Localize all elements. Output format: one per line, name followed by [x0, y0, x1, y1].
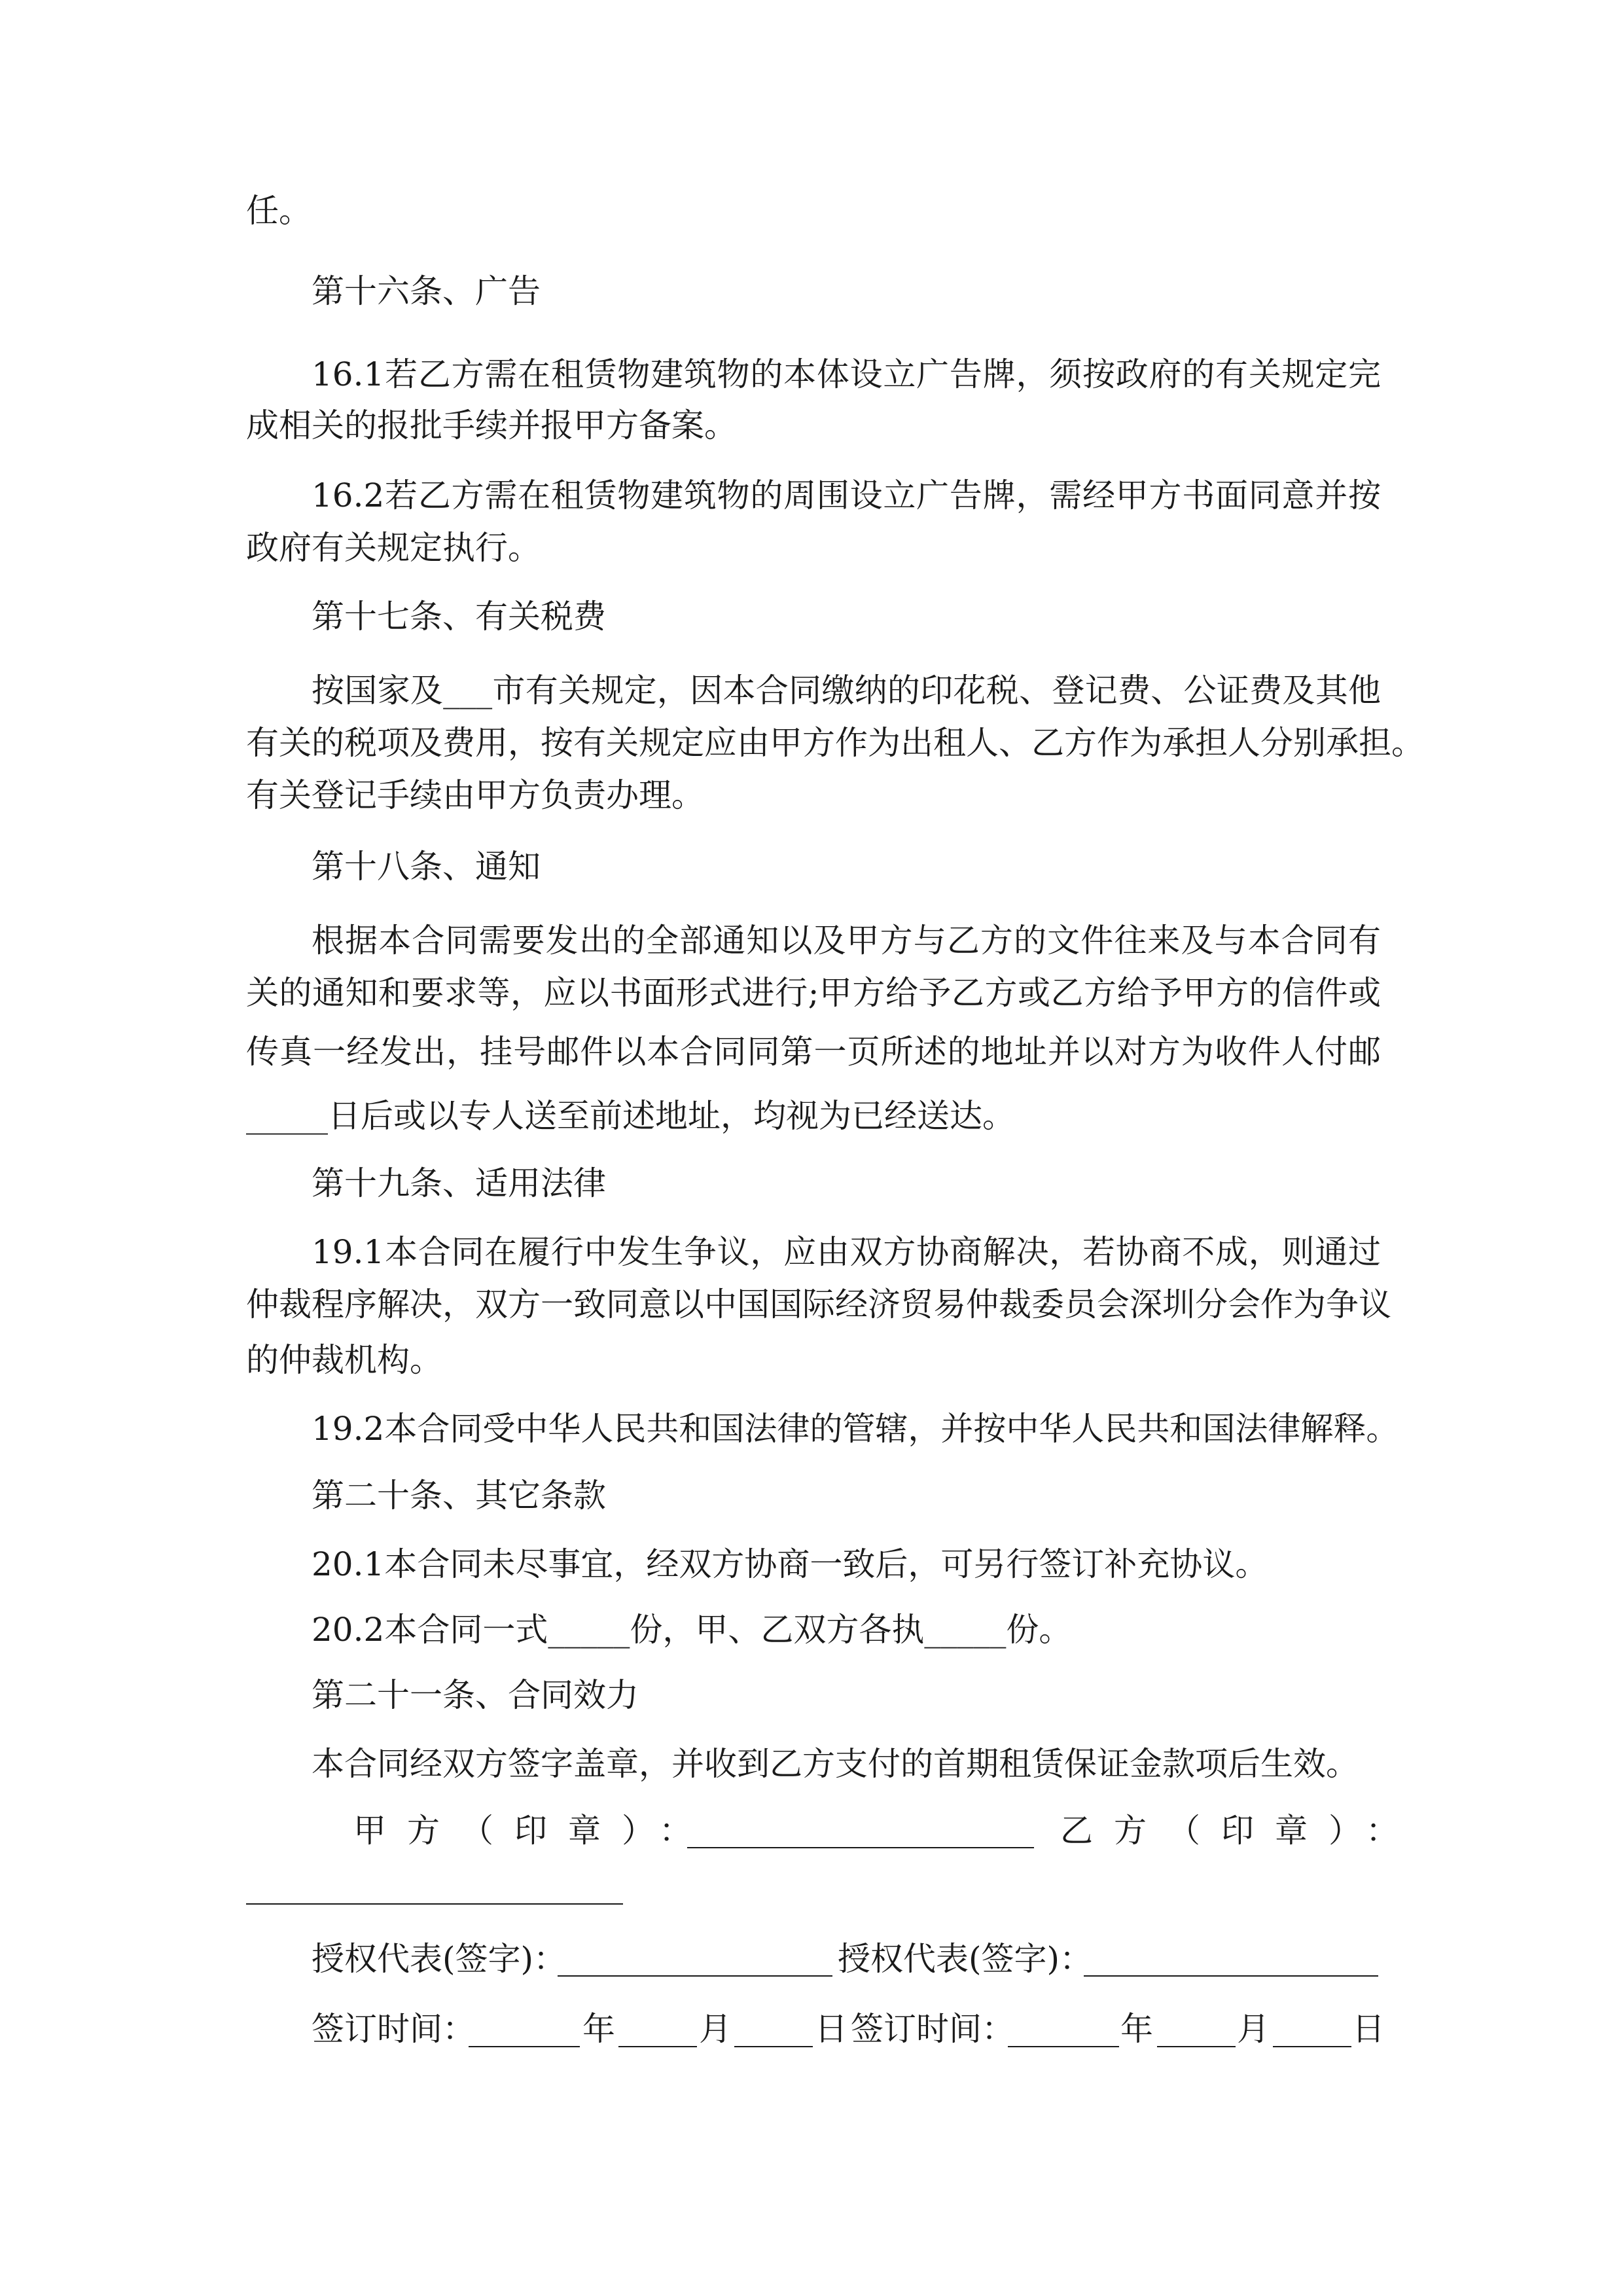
- date-b-day-label: 日: [1352, 2010, 1385, 2048]
- date-a-day-blank[interactable]: [734, 2046, 813, 2047]
- clause-20-1: 20.1本合同未尽事宜，经双方协商一致后，可另行签订补充协议。: [312, 1545, 1268, 1583]
- rep-b-signature-blank[interactable]: [1084, 1975, 1378, 1977]
- clause-16-2: 16.2若乙方需在租赁物建筑物的周围设立广告牌，需经甲方书面同意并按: [312, 476, 1381, 514]
- text-line: 关的通知和要求等，应以书面形式进行;甲方给予乙方或乙方给予甲方的信件或: [246, 974, 1381, 1012]
- date-b-month-label: 月: [1237, 2010, 1270, 2048]
- text-line: _____日后或以专人送至前述地址，均视为已经送达。: [246, 1097, 1015, 1135]
- date-a-year-label: 年: [582, 2010, 615, 2048]
- article-19-heading: 第十九条、适用法律: [312, 1164, 606, 1202]
- date-a-label: 签订时间：: [312, 2010, 475, 2048]
- clause-19-2: 19.2本合同受中华人民共和国法律的管辖，并按中华人民共和国法律解释。: [312, 1410, 1399, 1448]
- text-line: 有关登记手续由甲方负责办理。: [246, 776, 704, 814]
- party-b-seal-blank[interactable]: [246, 1903, 623, 1905]
- date-a-year-blank[interactable]: [469, 2046, 580, 2047]
- date-b-year-blank[interactable]: [1008, 2046, 1119, 2047]
- text-line: 政府有关规定执行。: [246, 529, 541, 567]
- text-line: 的仲裁机构。: [246, 1341, 442, 1379]
- date-b-year-label: 年: [1120, 2010, 1153, 2048]
- rep-a-label: 授权代表(签字)：: [312, 1940, 567, 1978]
- date-a-month-blank[interactable]: [618, 2046, 697, 2047]
- party-a-seal-blank[interactable]: [687, 1847, 1034, 1848]
- date-b-day-blank[interactable]: [1273, 2046, 1351, 2047]
- date-b-label: 签订时间：: [851, 2010, 1014, 2048]
- clause-19-1: 19.1本合同在履行中发生争议，应由双方协商解决，若协商不成，则通过: [312, 1233, 1381, 1271]
- text-line: 传真一经发出，挂号邮件以本合同同第一页所述的地址并以对方为收件人付邮: [246, 1033, 1381, 1071]
- text-line: 任。: [246, 192, 312, 230]
- article-21-text: 本合同经双方签字盖章，并收到乙方支付的首期租赁保证金款项后生效。: [312, 1745, 1359, 1783]
- clause-20-2: 20.2本合同一式_____份，甲、乙双方各执_____份。: [312, 1611, 1072, 1649]
- article-20-heading: 第二十条、其它条款: [312, 1477, 606, 1515]
- text-line: 仲裁程序解决，双方一致同意以中国国际经济贸易仲裁委员会深圳分会作为争议: [246, 1285, 1391, 1323]
- date-b-month-blank[interactable]: [1157, 2046, 1236, 2047]
- rep-a-signature-blank[interactable]: [558, 1975, 832, 1977]
- clause-16-1: 16.1若乙方需在租赁物建筑物的本体设立广告牌，须按政府的有关规定完: [312, 355, 1381, 393]
- article-16-heading: 第十六条、广告: [312, 272, 541, 310]
- rep-b-label: 授权代表(签字)：: [838, 1940, 1093, 1978]
- date-a-day-label: 日: [815, 2010, 847, 2048]
- article-18-heading: 第十八条、通知: [312, 848, 541, 886]
- date-a-month-label: 月: [699, 2010, 732, 2048]
- text-line: 有关的税项及费用，按有关规定应由甲方作为出租人、乙方作为承担人分别承担。: [246, 724, 1424, 762]
- article-17-heading: 第十七条、有关税费: [312, 598, 606, 636]
- text-line: 成相关的报批手续并报甲方备案。: [246, 406, 737, 444]
- article-21-heading: 第二十一条、合同效力: [312, 1676, 639, 1714]
- article-17-text: 按国家及___市有关规定，因本合同缴纳的印花税、登记费、公证费及其他: [312, 672, 1381, 709]
- party-b-seal-label: 乙方（印章）：: [1060, 1812, 1419, 1850]
- article-18-text: 根据本合同需要发出的全部通知以及甲方与乙方的文件往来及与本合同有: [312, 922, 1381, 960]
- party-a-seal-label: 甲方（印章）：: [353, 1812, 713, 1850]
